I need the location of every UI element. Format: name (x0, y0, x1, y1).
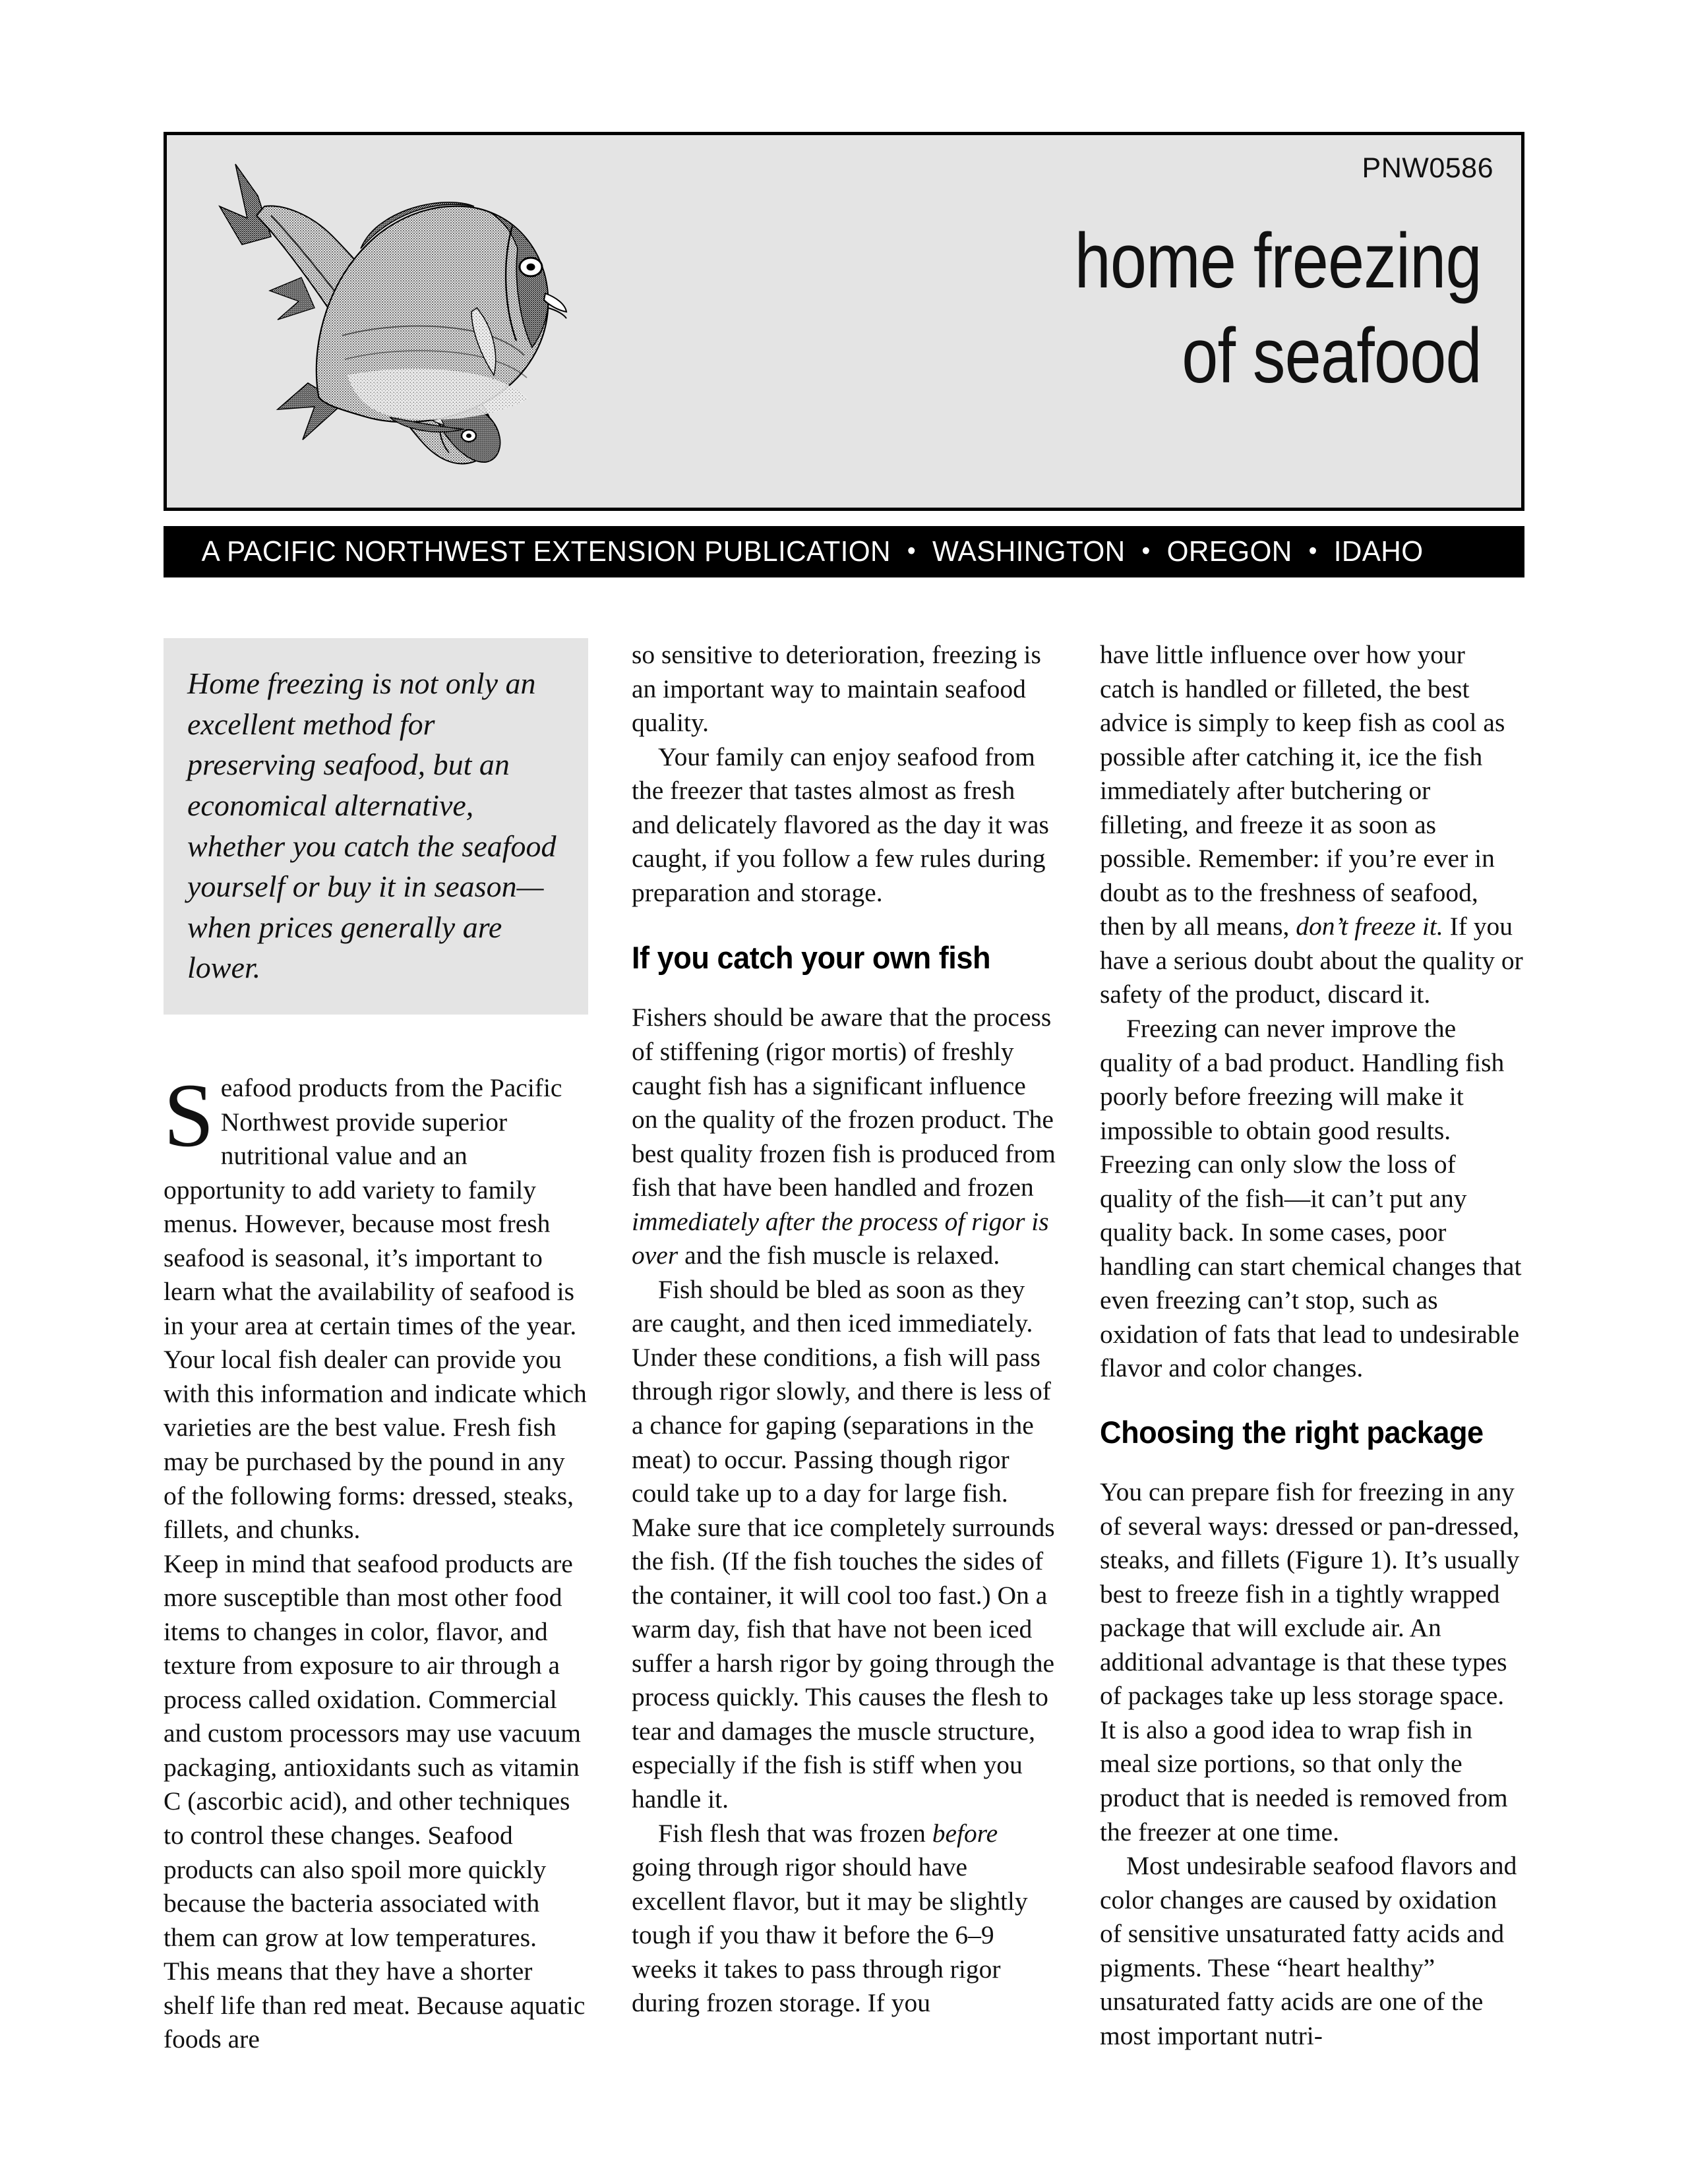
intro-paragraph-text: eafood products from the Pacific Northwest provide superior nutritional value and an opportunity to add variety to family menus. However, because most fresh seafood is seasonal, it’s important to learn what the availability of seafood is in your area at certain times of the year. Your local fish dealer can provide you with this information and indicate which varieties are the best value. Fresh fish may be purchased by the pound in any of the following forms: dressed, steaks, fillets, and chunks. (164, 1073, 587, 1545)
c3p1-part-b: If you have a serious doubt about the quality or safety of the product, discard it. (1100, 912, 1523, 1009)
column-2-paragraph-1: so sensitive to deterioration, freezing is an important way to maintain seafood quality. (632, 640, 1041, 738)
column-2-paragraph-4: Fish should be bled as soon as they are caught, and then iced immediately. Under these conditions, a fish will pass through rigor slowly, and there is less of a chance for gaping (separations in the meat) to occur. Passing though rigor could take up to a day for large fish. Make sure that ice completely surrounds the fish. (If the fish touches the sides of the container, it will cool too fast.) On a warm day, fish that have not been iced suffer a harsh rigor by going through the process quickly. This causes the flesh to tear and damages the muscle structure, especially if the fish is stiff when you handle it. (632, 1274, 1055, 1814)
c2p3-part-a: Fishers should be aware that the process of stiffening (rigor mortis) of freshly caught fish has a significant influence on the quality of the frozen product. The best quality frozen fish is produced from fish that have been handled and frozen (632, 1003, 1056, 1202)
c2p5-part-a: Fish flesh that was frozen (658, 1818, 932, 1848)
column-2-paragraph-3 (632, 1001, 1056, 1272)
column-3-paragraph-1 (1100, 638, 1524, 1012)
column-3-paragraph-4: Most undesirable seafood flavors and color changes are caused by oxidation of sensitive unsaturated fatty acids and pigments. These “heart healthy” unsaturated fatty acids are one of the most important nutri- (1100, 1851, 1517, 2050)
extension-banner (164, 526, 1524, 577)
banner-sep-2: • (1141, 537, 1151, 565)
banner-state-idaho: IDAHO (1333, 535, 1424, 568)
column-3 (1100, 638, 1524, 2075)
column-3-paragraph-3: You can prepare fish for freezing in any of several ways: dressed or pan-dressed, steaks, and fillets (Figure 1). It’s usually best to freeze fish in a tightly wrapped package that will exclude air. An additional advantage is that these types of packages take up less storage space. It is also a good idea to wrap fish in meal size portions, so that only the product that is needed is removed from the freezer at one time. (1100, 1477, 1520, 1846)
article-columns (164, 638, 1524, 2075)
c2p3-emphasis: immediately after the process of rigor is over (632, 1206, 1049, 1270)
drop-cap: S (164, 1065, 214, 1166)
page-title (1075, 214, 1482, 404)
two-fish-illustration (179, 138, 680, 510)
c2p5-emphasis: before (932, 1818, 998, 1848)
heading-if-you-catch-your-own-fish: If you catch your own fish (632, 940, 991, 976)
banner-lead: A PACIFIC NORTHWEST EXTENSION PUBLICATION (201, 535, 891, 568)
title-line-2: of seafood (1182, 312, 1482, 399)
intro-paragraph (164, 1065, 588, 1547)
heading-choosing-the-right-package: Choosing the right package (1100, 1415, 1484, 1450)
column-1 (164, 638, 588, 2075)
c2p5-part-b: going through rigor should have excellent flavor, but it may be slightly tough if you thaw it before the 6–9 weeks it takes to pass through rigor during frozen storage. If you (632, 1852, 1028, 2018)
column-2 (632, 638, 1056, 2075)
banner-text (164, 535, 1423, 568)
banner-state-washington: WASHINGTON (932, 535, 1126, 568)
c2p3-part-b: and the fish muscle is relaxed. (678, 1241, 1000, 1270)
column-1-paragraph-2: Keep in mind that seafood products are more susceptible than most other food items to changes in color, flavor, and texture from exposure to air through a process called oxidation. Commercial and custom processors may use vacuum packaging, antioxidants such as vitamin C (ascorbic acid), and other techniques to control these changes. Seafood products can also spoil more quickly because the bacteria associated with them can grow at low temperatures. This means that they have a shorter shelf life than red meat. Because aquatic foods are (164, 1549, 586, 2054)
c3p1-part-a: have little influence over how your catch is handled or filleted, the best advice is simply to keep fish as cool as possible after catching it, ice the fish immediately after butchering or filleting, and freeze it as soon as possible. Remember: if you’re ever in doubt as to the freshness of seafood, then by all means, (1100, 640, 1505, 941)
masthead-box (164, 132, 1524, 511)
publication-number: PNW0586 (1362, 152, 1493, 184)
banner-sep-1: • (907, 537, 917, 565)
c3p1-emphasis: don’t freeze it. (1296, 912, 1443, 941)
banner-sep-3: • (1308, 537, 1317, 565)
pull-quote: Home freezing is not only an excellent method for preserving seafood, but an economical alternative, whether you catch the seafood yourself or buy it in season—when prices generally are lower. (164, 638, 588, 1015)
column-2-paragraph-5 (632, 1817, 1056, 2021)
column-3-paragraph-2: Freezing can never improve the quality of a bad product. Handling fish poorly before freezing will make it impossible to obtain good results. Freezing can only slow the loss of quality of the fish—it can’t put any quality back. In some cases, poor handling can start chemical changes that even freezing can’t stop, such as oxidation of fats that lead to undesirable flavor and color changes. (1100, 1014, 1522, 1383)
title-line-1: home freezing (1074, 218, 1482, 305)
banner-state-oregon: OREGON (1166, 535, 1292, 568)
column-2-paragraph-2: Your family can enjoy seafood from the freezer that tastes almost as fresh and delicately flavored as the day it was caught, if you follow a few rules during preparation and storage. (632, 742, 1049, 907)
